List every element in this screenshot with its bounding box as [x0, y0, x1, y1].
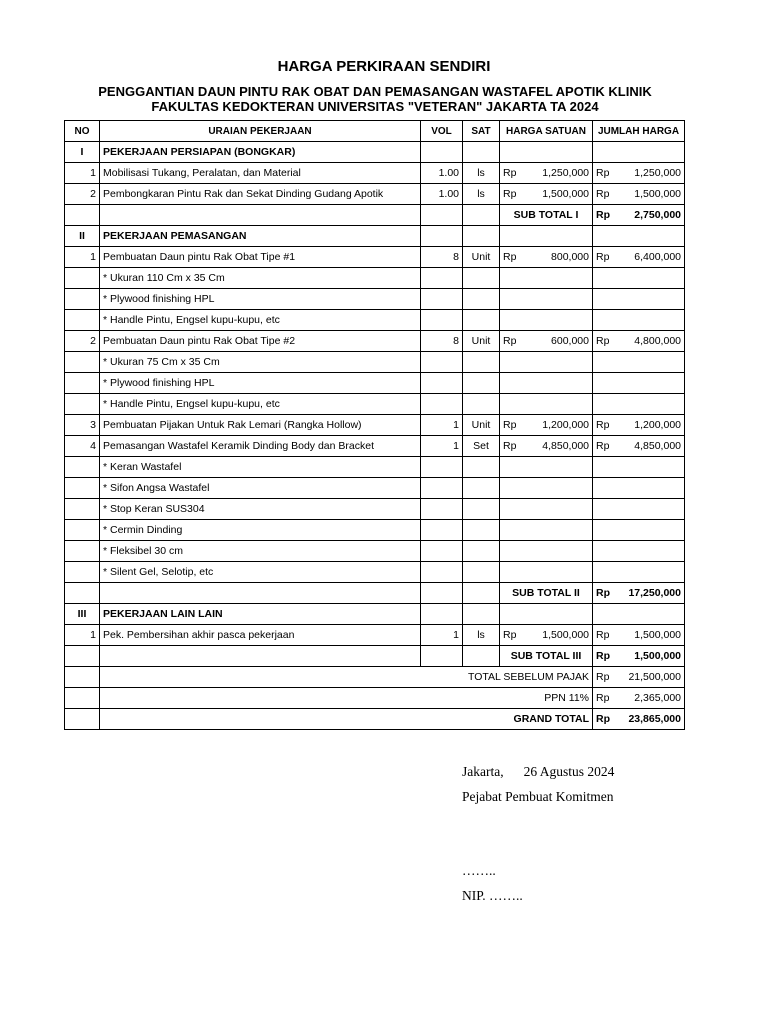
cell-harga: [500, 604, 593, 625]
cell-vol: [421, 541, 463, 562]
currency-label: Rp: [596, 692, 610, 704]
currency-label: Rp: [503, 629, 517, 641]
cell-uraian: PEKERJAAN LAIN LAIN: [100, 604, 421, 625]
signature-name: ……..: [462, 863, 496, 878]
money-value: [596, 188, 681, 200]
cell-no: [65, 268, 100, 289]
cell-vol: 1: [421, 625, 463, 646]
cell-uraian: * Fleksibel 30 cm: [100, 541, 421, 562]
table-row-item: [65, 436, 685, 457]
cell-harga: [500, 373, 593, 394]
cell-vol: [421, 142, 463, 163]
cell-harga: [500, 331, 593, 352]
cell-vol: 1.00: [421, 163, 463, 184]
table-body: [65, 142, 685, 730]
cell-no: 2: [65, 184, 100, 205]
cell-no: [65, 394, 100, 415]
cell-uraian: PEKERJAAN PEMASANGAN: [100, 226, 421, 247]
money-value: [596, 692, 681, 704]
table-row-note: [65, 310, 685, 331]
cell-subtotal-label: SUB TOTAL III: [500, 646, 593, 667]
amount: 1,200,000: [634, 419, 681, 431]
table-row-note: [65, 562, 685, 583]
header-jumlah-harga: JUMLAH HARGA: [593, 121, 685, 142]
cell-uraian: Pembongkaran Pintu Rak dan Sekat Dinding Gudang Apotik: [100, 184, 421, 205]
cell-jumlah: [593, 520, 685, 541]
cell-no: [65, 352, 100, 373]
currency-label: Rp: [596, 713, 610, 725]
currency-label: Rp: [596, 188, 610, 200]
cell-vol: [421, 562, 463, 583]
currency-label: Rp: [503, 188, 517, 200]
cell-harga: [500, 184, 593, 205]
money-value: [596, 209, 681, 221]
table-row-note: [65, 352, 685, 373]
cell-no: 1: [65, 625, 100, 646]
cell-harga: [500, 226, 593, 247]
cell-sat: ls: [463, 163, 500, 184]
table-row-note: [65, 289, 685, 310]
currency-label: Rp: [503, 419, 517, 431]
cell-vol: [421, 352, 463, 373]
table-row-summary: [65, 688, 685, 709]
cell-harga: [500, 268, 593, 289]
cell-sat: [463, 142, 500, 163]
cell-sat: ls: [463, 184, 500, 205]
cell-uraian: * Ukuran 75 Cm x 35 Cm: [100, 352, 421, 373]
table-row-subtotal: [65, 583, 685, 604]
table-row-note: [65, 541, 685, 562]
cell-no: [65, 310, 100, 331]
cell-harga: [500, 289, 593, 310]
cell-summary-label: GRAND TOTAL: [100, 709, 593, 730]
cell-sat: [463, 226, 500, 247]
table-row-section: [65, 142, 685, 163]
table-row-item: [65, 625, 685, 646]
amount: 600,000: [551, 335, 589, 347]
cell-no: [65, 562, 100, 583]
money-value: [596, 419, 681, 431]
cell-harga: [500, 457, 593, 478]
money-value: [503, 251, 589, 263]
cell-no: [65, 205, 100, 226]
cell-jumlah: [593, 226, 685, 247]
money-value: [596, 335, 681, 347]
cell-no: [65, 457, 100, 478]
cell-sat: [463, 394, 500, 415]
money-value: [596, 629, 681, 641]
cell-sat: Unit: [463, 247, 500, 268]
cell-vol: [421, 394, 463, 415]
money-value: [596, 167, 681, 179]
amount: 17,250,000: [628, 587, 681, 599]
cell-uraian: * Handle Pintu, Engsel kupu-kupu, etc: [100, 394, 421, 415]
cell-jumlah: [593, 205, 685, 226]
cell-no: I: [65, 142, 100, 163]
cell-no: [65, 289, 100, 310]
table-row-note: [65, 268, 685, 289]
money-value: [503, 419, 589, 431]
cell-uraian: * Plywood finishing HPL: [100, 373, 421, 394]
amount: 1,500,000: [542, 629, 589, 641]
money-value: [596, 671, 681, 683]
signature-place-date: [462, 764, 614, 780]
currency-label: Rp: [596, 650, 610, 662]
cell-sat: [463, 520, 500, 541]
amount: 4,800,000: [634, 335, 681, 347]
cell-uraian: * Keran Wastafel: [100, 457, 421, 478]
table-row-note: [65, 457, 685, 478]
cell-harga: [500, 541, 593, 562]
document-subtitle: [0, 84, 750, 114]
cell-uraian: [100, 646, 421, 667]
cell-harga: [500, 394, 593, 415]
cell-uraian: * Stop Keran SUS304: [100, 499, 421, 520]
cell-jumlah: [593, 478, 685, 499]
cell-harga: [500, 478, 593, 499]
cell-no: [65, 520, 100, 541]
cell-sat: Unit: [463, 415, 500, 436]
cell-uraian: Pembuatan Daun pintu Rak Obat Tipe #1: [100, 247, 421, 268]
cell-jumlah: [593, 247, 685, 268]
cell-uraian: * Handle Pintu, Engsel kupu-kupu, etc: [100, 310, 421, 331]
cell-uraian: * Ukuran 110 Cm x 35 Cm: [100, 268, 421, 289]
cell-no: [65, 709, 100, 730]
cell-no: [65, 688, 100, 709]
table-row-subtotal: [65, 205, 685, 226]
currency-label: Rp: [503, 440, 517, 452]
cell-no: 2: [65, 331, 100, 352]
cell-vol: 8: [421, 247, 463, 268]
amount: 1,200,000: [542, 419, 589, 431]
currency-label: Rp: [503, 251, 517, 263]
cell-jumlah: [593, 709, 685, 730]
cell-jumlah: [593, 142, 685, 163]
money-value: [596, 713, 681, 725]
header-no: NO: [65, 121, 100, 142]
cell-no: II: [65, 226, 100, 247]
cell-jumlah: [593, 373, 685, 394]
table-row-item: [65, 184, 685, 205]
cell-jumlah: [593, 415, 685, 436]
cell-jumlah: [593, 541, 685, 562]
amount: 4,850,000: [634, 440, 681, 452]
table-row-item: [65, 163, 685, 184]
cell-no: [65, 373, 100, 394]
amount: 21,500,000: [628, 671, 681, 683]
cell-harga: [500, 247, 593, 268]
amount: 1,500,000: [542, 188, 589, 200]
cell-harga: [500, 415, 593, 436]
amount: 1,500,000: [634, 650, 681, 662]
cell-uraian: Pemasangan Wastafel Keramik Dinding Body dan Bracket: [100, 436, 421, 457]
cell-jumlah: [593, 331, 685, 352]
cell-sat: [463, 205, 500, 226]
cell-sat: [463, 646, 500, 667]
cell-sat: [463, 289, 500, 310]
currency-label: Rp: [596, 587, 610, 599]
cell-jumlah: [593, 184, 685, 205]
amount: 4,850,000: [542, 440, 589, 452]
cell-harga: [500, 520, 593, 541]
cell-harga: [500, 436, 593, 457]
cell-vol: 1.00: [421, 184, 463, 205]
cell-jumlah: [593, 688, 685, 709]
cell-uraian: * Plywood finishing HPL: [100, 289, 421, 310]
cell-vol: [421, 646, 463, 667]
cell-uraian: [100, 583, 421, 604]
cell-vol: [421, 226, 463, 247]
cell-no: [65, 478, 100, 499]
money-value: [503, 335, 589, 347]
cell-harga: [500, 625, 593, 646]
cell-uraian: Pek. Pembersihan akhir pasca pekerjaan: [100, 625, 421, 646]
cell-vol: [421, 373, 463, 394]
amount: 23,865,000: [628, 713, 681, 725]
currency-label: Rp: [596, 251, 610, 263]
cell-uraian: Pembuatan Daun pintu Rak Obat Tipe #2: [100, 331, 421, 352]
amount: 800,000: [551, 251, 589, 263]
cell-vol: 1: [421, 436, 463, 457]
currency-label: Rp: [596, 419, 610, 431]
table-row-note: [65, 478, 685, 499]
cell-subtotal-label: SUB TOTAL II: [500, 583, 593, 604]
signature-date: 26 Agustus 2024: [523, 764, 615, 779]
header-vol: VOL: [421, 121, 463, 142]
cell-vol: [421, 268, 463, 289]
money-value: [503, 440, 589, 452]
cell-vol: [421, 310, 463, 331]
currency-label: Rp: [596, 335, 610, 347]
table-row-item: [65, 247, 685, 268]
cell-uraian: * Sifon Angsa Wastafel: [100, 478, 421, 499]
cell-sat: [463, 268, 500, 289]
cell-sat: Unit: [463, 331, 500, 352]
cell-vol: [421, 499, 463, 520]
amount: 1,250,000: [634, 167, 681, 179]
signature-nip: NIP. ……..: [462, 888, 523, 903]
amount: 1,500,000: [634, 188, 681, 200]
cell-jumlah: [593, 268, 685, 289]
cell-no: 1: [65, 247, 100, 268]
document-title: HARGA PERKIRAAN SENDIRI: [277, 58, 491, 75]
cell-no: 4: [65, 436, 100, 457]
currency-label: Rp: [596, 167, 610, 179]
cell-vol: 8: [421, 331, 463, 352]
cell-uraian: * Cermin Dinding: [100, 520, 421, 541]
money-value: [596, 650, 681, 662]
currency-label: Rp: [596, 671, 610, 683]
cell-vol: [421, 583, 463, 604]
table-row-note: [65, 520, 685, 541]
cell-no: [65, 499, 100, 520]
cell-sat: [463, 478, 500, 499]
table-row-section: [65, 226, 685, 247]
cell-sat: [463, 562, 500, 583]
currency-label: Rp: [503, 167, 517, 179]
cell-harga: [500, 163, 593, 184]
cell-harga: [500, 352, 593, 373]
cell-subtotal-label: SUB TOTAL I: [500, 205, 593, 226]
cell-jumlah: [593, 667, 685, 688]
header-sat: SAT: [463, 121, 500, 142]
cell-jumlah: [593, 583, 685, 604]
cell-sat: [463, 499, 500, 520]
cell-jumlah: [593, 499, 685, 520]
header-uraian: URAIAN PEKERJAAN: [100, 121, 421, 142]
cell-harga: [500, 499, 593, 520]
amount: 6,400,000: [634, 251, 681, 263]
cell-sat: [463, 541, 500, 562]
cell-sat: [463, 457, 500, 478]
amount: 2,365,000: [634, 692, 681, 704]
cell-sat: [463, 604, 500, 625]
cell-sat: [463, 352, 500, 373]
cell-summary-label: TOTAL SEBELUM PAJAK: [100, 667, 593, 688]
cell-vol: [421, 604, 463, 625]
cell-harga: [500, 562, 593, 583]
cell-vol: [421, 289, 463, 310]
cell-jumlah: [593, 604, 685, 625]
money-value: [596, 251, 681, 263]
currency-label: Rp: [596, 629, 610, 641]
cell-sat: [463, 583, 500, 604]
table-header-row: [65, 121, 685, 142]
header-harga-satuan: HARGA SATUAN: [500, 121, 593, 142]
money-value: [503, 188, 589, 200]
cell-vol: [421, 205, 463, 226]
cell-sat: ls: [463, 625, 500, 646]
money-value: [503, 629, 589, 641]
cell-sat: [463, 373, 500, 394]
money-value: [503, 167, 589, 179]
cell-jumlah: [593, 163, 685, 184]
cell-uraian: Mobilisasi Tukang, Peralatan, dan Material: [100, 163, 421, 184]
table-row-item: [65, 331, 685, 352]
cell-jumlah: [593, 646, 685, 667]
amount: 1,500,000: [634, 629, 681, 641]
cell-no: III: [65, 604, 100, 625]
table-row-note: [65, 394, 685, 415]
table-row-note: [65, 373, 685, 394]
cell-harga: [500, 310, 593, 331]
cell-vol: [421, 457, 463, 478]
cell-vol: [421, 520, 463, 541]
cell-jumlah: [593, 457, 685, 478]
cell-no: [65, 583, 100, 604]
cell-summary-label: PPN 11%: [100, 688, 593, 709]
cell-no: [65, 667, 100, 688]
cell-uraian: Pembuatan Pijakan Untuk Rak Lemari (Rangka Hollow): [100, 415, 421, 436]
cell-jumlah: [593, 562, 685, 583]
table-row-summary: [65, 709, 685, 730]
signature-city: Jakarta,: [462, 764, 504, 779]
signature-role: Pejabat Pembuat Komitmen: [462, 789, 614, 804]
cell-no: [65, 541, 100, 562]
cell-sat: [463, 310, 500, 331]
subtitle-line-2: FAKULTAS KEDOKTERAN UNIVERSITAS "VETERAN" JAKARTA TA 2024: [151, 99, 599, 114]
cell-jumlah: [593, 289, 685, 310]
currency-label: Rp: [596, 440, 610, 452]
subtitle-line-1: PENGGANTIAN DAUN PINTU RAK OBAT DAN PEMASANGAN WASTAFEL APOTIK KLINIK: [98, 84, 652, 99]
money-value: [596, 440, 681, 452]
table-row-note: [65, 499, 685, 520]
cell-vol: [421, 478, 463, 499]
table-row-summary: [65, 667, 685, 688]
amount: 2,750,000: [634, 209, 681, 221]
cell-harga: [500, 142, 593, 163]
cell-jumlah: [593, 394, 685, 415]
money-value: [596, 587, 681, 599]
cell-uraian: * Silent Gel, Selotip, etc: [100, 562, 421, 583]
table-row-item: [65, 415, 685, 436]
cell-no: [65, 646, 100, 667]
currency-label: Rp: [596, 209, 610, 221]
cell-uraian: PEKERJAAN PERSIAPAN (BONGKAR): [100, 142, 421, 163]
cell-vol: 1: [421, 415, 463, 436]
cell-no: 1: [65, 163, 100, 184]
cell-jumlah: [593, 310, 685, 331]
cell-no: 3: [65, 415, 100, 436]
cell-jumlah: [593, 436, 685, 457]
amount: 1,250,000: [542, 167, 589, 179]
table-row-subtotal: [65, 646, 685, 667]
cell-jumlah: [593, 352, 685, 373]
currency-label: Rp: [503, 335, 517, 347]
cell-sat: Set: [463, 436, 500, 457]
cell-uraian: [100, 205, 421, 226]
cell-jumlah: [593, 625, 685, 646]
price-estimate-table: [64, 120, 685, 730]
table-row-section: [65, 604, 685, 625]
